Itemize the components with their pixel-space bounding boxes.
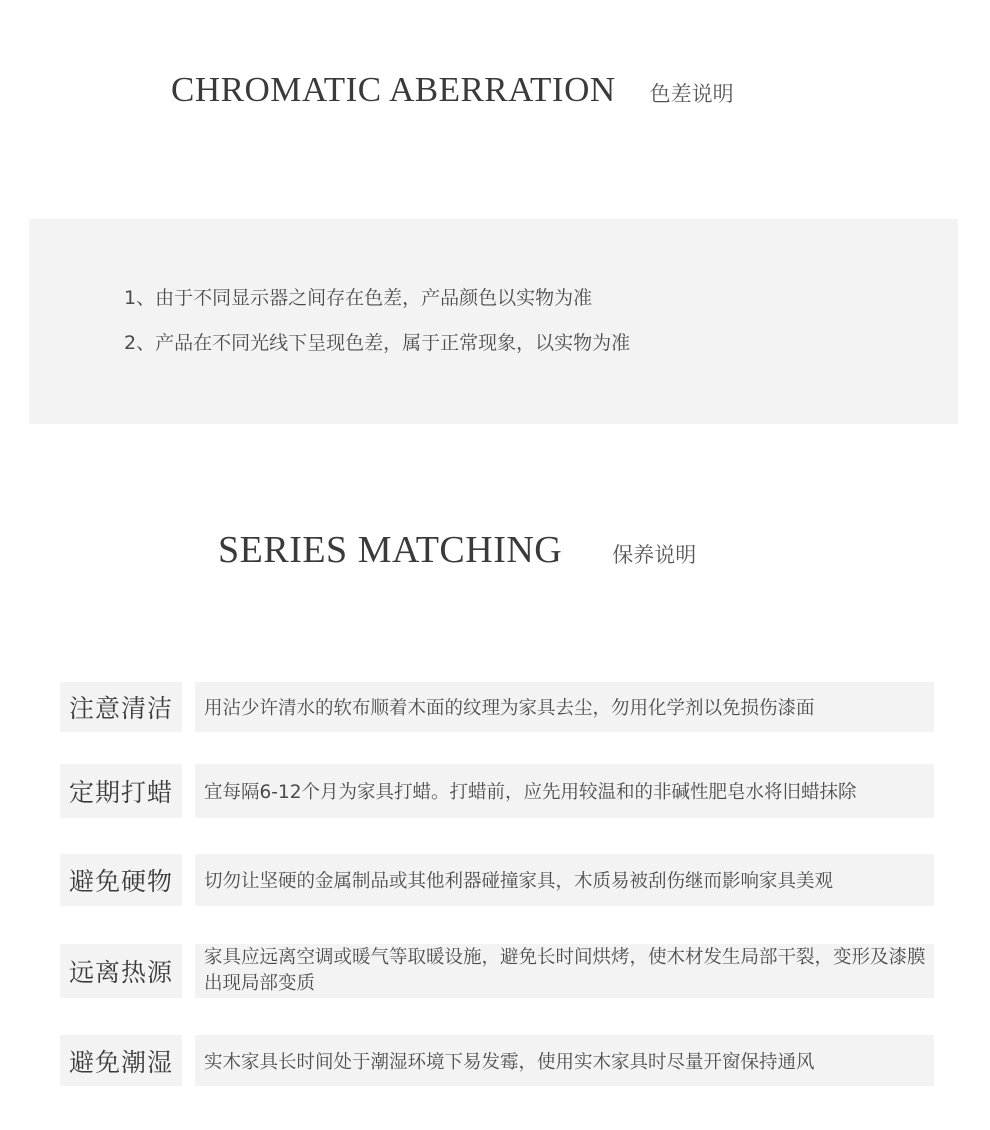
care-item-label: 避免潮湿 bbox=[60, 1035, 182, 1086]
chromatic-note-1: 1、由于不同显示器之间存在色差，产品颜色以实物为准 bbox=[124, 287, 593, 309]
care-item-label: 远离热源 bbox=[60, 944, 182, 998]
care-item-label: 注意清洁 bbox=[60, 682, 182, 732]
care-item-text: 用沾少许清水的软布顺着木面的纹理为家具去尘，勿用化学剂以免损伤漆面 bbox=[195, 682, 934, 732]
care-item-heat-sources bbox=[60, 944, 934, 998]
chromatic-notice-box bbox=[29, 219, 958, 424]
care-item-cleaning bbox=[60, 682, 934, 732]
chromatic-title-zh: 色差说明 bbox=[649, 82, 734, 106]
care-title-en: SERIES MATCHING bbox=[218, 529, 563, 571]
chromatic-title-en: CHROMATIC ABERRATION bbox=[171, 70, 616, 109]
care-item-text: 宜每隔6-12个月为家具打蜡。打蜡前，应先用较温和的非碱性肥皂水将旧蜡抹除 bbox=[195, 764, 934, 818]
care-item-text: 切勿让坚硬的金属制品或其他利器碰撞家具，木质易被刮伤继而影响家具美观 bbox=[195, 854, 934, 906]
chromatic-aberration-heading bbox=[171, 70, 734, 110]
care-item-text: 家具应远离空调或暖气等取暖设施，避免长时间烘烤，使木材发生局部干裂，变形及漆膜出现局部变质 bbox=[195, 944, 934, 998]
care-item-waxing bbox=[60, 764, 934, 818]
care-item-hard-objects bbox=[60, 854, 934, 906]
care-title-zh: 保养说明 bbox=[612, 543, 697, 567]
care-heading bbox=[218, 528, 696, 572]
care-item-label: 定期打蜡 bbox=[60, 764, 182, 818]
care-item-text: 实木家具长时间处于潮湿环境下易发霉，使用实木家具时尽量开窗保持通风 bbox=[195, 1035, 934, 1086]
care-item-humidity bbox=[60, 1035, 934, 1086]
chromatic-note-2: 2、产品在不同光线下呈现色差，属于正常现象，以实物为准 bbox=[124, 332, 631, 354]
care-item-label: 避免硬物 bbox=[60, 854, 182, 906]
